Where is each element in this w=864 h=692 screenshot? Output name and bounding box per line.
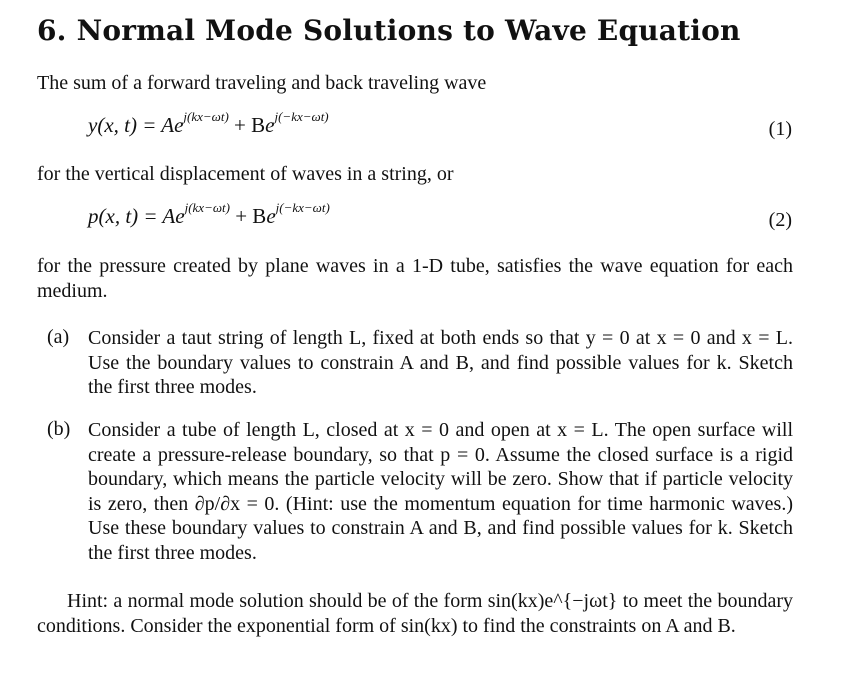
equation-2-lhs: p(x, t) = A: [88, 204, 176, 228]
equation-1-lhs: y(x, t) = A: [88, 113, 175, 137]
equation-1-mid: + B: [228, 113, 266, 137]
equation-1-number: (1): [768, 118, 792, 140]
hint-text: Hint: a normal mode solution should be of the form sin(kx)e^{−jωt} to meet the boundary conditions. Consider the exponential form of sin(kx) to find the constraints on A and B.: [37, 590, 793, 637]
item-b-text: Consider a tube of length L, closed at x = 0 and open at x = L. The open surface will create a pressure-release boundary, so that p = 0. Assume the closed surface is a rigid boundary, which means the particle velocity will be zero. Show that if particle velocity is zero, then ∂p/∂x = 0. (Hint: use the momentum equation for time harmonic waves.) Use these boundary values to constrain A and B, and find possible values for k. Sketch the first three modes.: [88, 419, 793, 564]
equation-2-number: (2): [768, 209, 792, 231]
equation-1-exponent-2: j(−kx−ωt): [274, 109, 329, 124]
section-heading: [37, 14, 741, 47]
item-b-label: (b): [47, 418, 71, 440]
equation-2: p(x, $t) = Ae^{j(kx-\omega t)} + Be^{j(-kx-\omega t)}$: [88, 200, 330, 228]
equation-1: y(x, $t) = Ae^{j(kx-\omega t)} + Be^{j(-kx-\omega t)}$: [88, 109, 329, 137]
equation-1-exponent-1: j(kx−ωt): [183, 109, 229, 124]
after-text: for the pressure created by plane waves in a 1-D tube, satisfies the wave equation for each medium.: [37, 255, 793, 302]
item-a-label: (a): [47, 326, 70, 348]
equation-2-exponent-1: j(kx−ωt): [184, 200, 230, 215]
intro-text: The sum of a forward traveling and back traveling wave: [37, 72, 487, 94]
section-number: 6.: [37, 14, 67, 47]
item-a-text: Consider a taut string of length L, fixed at both ends so that y = 0 at x = 0 and x = L. Use the boundary values to constrain A and B, and find possible values for k. Sketch the first three modes.: [88, 327, 793, 398]
equation-2-mid: + B: [229, 204, 267, 228]
between-text: for the vertical displacement of waves in a string, or: [37, 163, 454, 185]
section-title: Normal Mode Solutions to Wave Equation: [76, 14, 741, 47]
equation-2-exponent-2: j(−kx−ωt): [275, 200, 330, 215]
